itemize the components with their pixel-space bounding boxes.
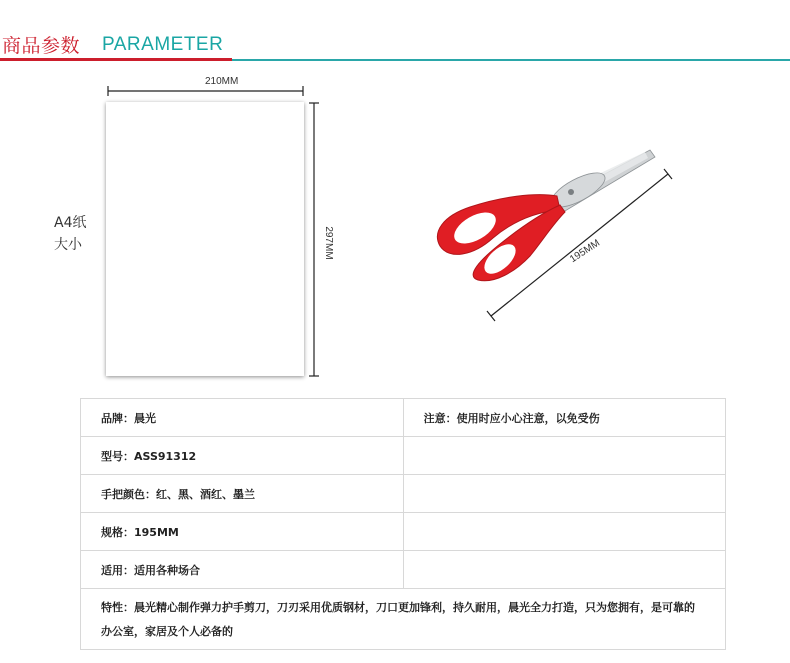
spec-handle-colors: 手把颜色：红、黑、酒红、墨兰 — [81, 475, 404, 513]
spec-features: 特性：晨光精心制作弹力护手剪刀，刀刃采用优质钢材，刀口更加锋利，持久耐用，晨光全力打造，只为您拥有，是可靠的办公室，家居及个人必备的 — [81, 589, 726, 650]
table-row — [81, 475, 726, 513]
table-row — [81, 513, 726, 551]
table-row — [81, 589, 726, 650]
spec-empty-cell — [403, 475, 725, 513]
paper-size-label-line1: A4纸 — [54, 215, 87, 231]
section-title-cn: 商品参数 — [2, 35, 81, 57]
spec-empty-cell — [403, 513, 725, 551]
paper-width-dimension-line — [108, 86, 303, 96]
paper-width-label: 210MM — [205, 76, 239, 87]
table-row — [81, 399, 726, 437]
spec-brand: 品牌：晨光 — [81, 399, 404, 437]
paper-height-label: 297MM — [323, 226, 334, 260]
section-title-en: PARAMETER — [102, 34, 224, 55]
scissors-length-label: 195MM — [568, 237, 602, 266]
spec-size: 规格：195MM — [81, 513, 404, 551]
spec-usage: 适用：适用各种场合 — [81, 551, 404, 589]
paper-height-dimension-line — [309, 103, 319, 376]
spec-table — [80, 398, 726, 650]
paper-size-label-line2: 大小 — [54, 237, 82, 253]
table-row — [81, 551, 726, 589]
spec-empty-cell — [403, 437, 725, 475]
spec-model: 型号：ASS91312 — [81, 437, 404, 475]
scissors-image — [437, 150, 655, 281]
spec-notice: 注意：使用时应小心注意，以免受伤 — [403, 399, 725, 437]
spec-empty-cell — [403, 551, 725, 589]
table-row — [81, 437, 726, 475]
